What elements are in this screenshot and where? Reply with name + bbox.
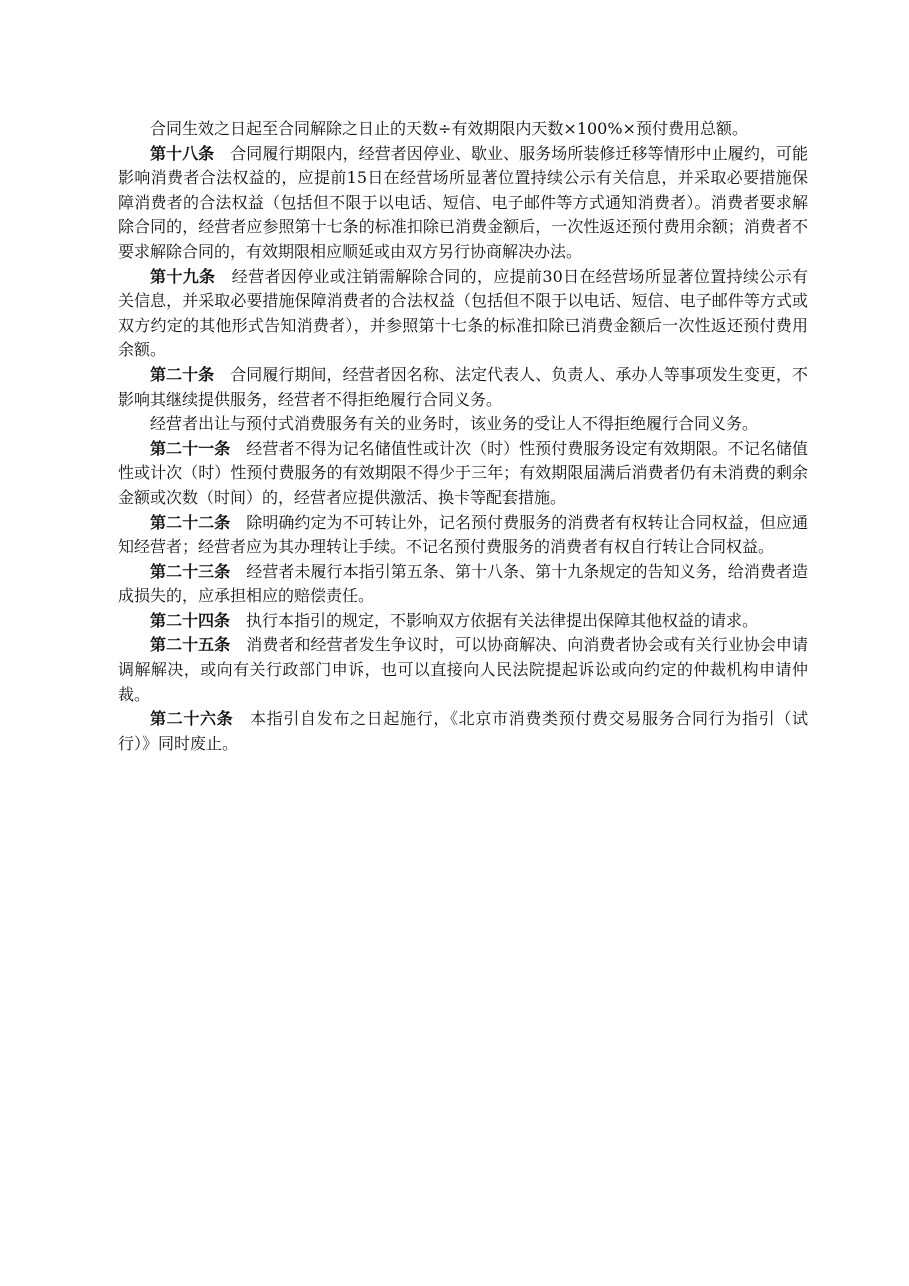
paragraph-continuation <box>118 117 808 142</box>
article-number: 第十九条 <box>150 266 216 286</box>
article-number: 第二十五条 <box>150 635 231 655</box>
paragraph-article-23 <box>118 560 808 609</box>
paragraph-text: 除明确约定为不可转让外，记名预付费服务的消费者有权转让合同权益，但应通知经营者；经营者应为其办理转让手续。不记名预付费服务的消费者有权自行转让合同权益。 <box>118 512 808 557</box>
article-number: 第二十二条 <box>150 512 231 532</box>
article-number: 第二十四条 <box>150 610 231 630</box>
paragraph-article-20-clause-2 <box>118 412 808 437</box>
paragraph-text: 消费者和经营者发生争议时，可以协商解决、向消费者协会或有关行业协会申请调解解决，或向有关行政部门申诉，也可以直接向人民法院提起诉讼或向约定的仲裁机构申请仲裁。 <box>118 635 808 704</box>
article-number: 第二十三条 <box>150 561 231 581</box>
paragraph-text: 经营者出让与预付式消费服务有关的业务时，该业务的受让人不得拒绝履行合同义务。 <box>150 414 759 434</box>
paragraph-article-25 <box>118 633 808 707</box>
paragraph-article-24 <box>118 609 808 634</box>
paragraph-text: 本指引自发布之日起施行，《北京市消费类预付费交易服务合同行为指引（试行）》同时废止。 <box>118 709 808 753</box>
paragraph-text: 经营者不得为记名储值性或计次（时）性预付费服务设定有效期限。不记名储值性或计次（时）性预付费服务的有效期限不得少于三年；有效期限届满后消费者仍有未消费的剩余金额或次数（时间）的，经营者应提供激活、换卡等配套措施。 <box>118 438 808 507</box>
paragraph-article-26 <box>118 707 808 756</box>
article-number: 第二十条 <box>150 364 215 384</box>
paragraph-text: 经营者因停业或注销需解除合同的，应提前30日在经营场所显著位置持续公示有关信息，并采取必要措施保障消费者的合法权益（包括但不限于以电话、短信、电子邮件等方式或双方约定的其他形式告知消费者），并参照第十七条的标准扣除已消费金额后一次性返还预付费用余额。 <box>118 266 808 360</box>
article-number: 第十八条 <box>150 143 215 163</box>
paragraph-text: 执行本指引的规定，不影响双方依据有关法律提出保障其他权益的请求。 <box>246 610 759 630</box>
article-number: 第二十一条 <box>150 438 231 458</box>
paragraph-text: 经营者未履行本指引第五条、第十八条、第十九条规定的告知义务，给消费者造成损失的，应承担相应的赔偿责任。 <box>118 561 808 606</box>
paragraph-article-22 <box>118 511 808 560</box>
paragraph-text: 合同履行期间，经营者因名称、法定代表人、负责人、承办人等事项发生变更，不影响其继续提供服务，经营者不得拒绝履行合同义务。 <box>118 364 808 409</box>
paragraph-article-21 <box>118 437 808 511</box>
document-body <box>118 117 808 756</box>
paragraph-text: 合同履行期限内，经营者因停业、歇业、服务场所装修迁移等情形中止履约，可能影响消费者合法权益的，应提前15日在经营场所显著位置持续公示有关信息，并采取必要措施保障消费者的合法权益（包括但不限于以电话、短信、电子邮件等方式通知消费者）。消费者要求解除合同的，经营者应参照第十七条的标准扣除已消费金额后，一次性返还预付费用余额；消费者不要求解除合同的，有效期限相应顺延或由双方另行协商解决办法。 <box>118 143 808 261</box>
paragraph-article-20 <box>118 363 808 412</box>
article-number: 第二十六条 <box>150 709 234 729</box>
paragraph-article-19 <box>118 265 808 363</box>
paragraph-text: 合同生效之日起至合同解除之日止的天数÷有效期限内天数×100%×预付费用总额。 <box>150 119 748 138</box>
paragraph-article-18 <box>118 142 808 265</box>
